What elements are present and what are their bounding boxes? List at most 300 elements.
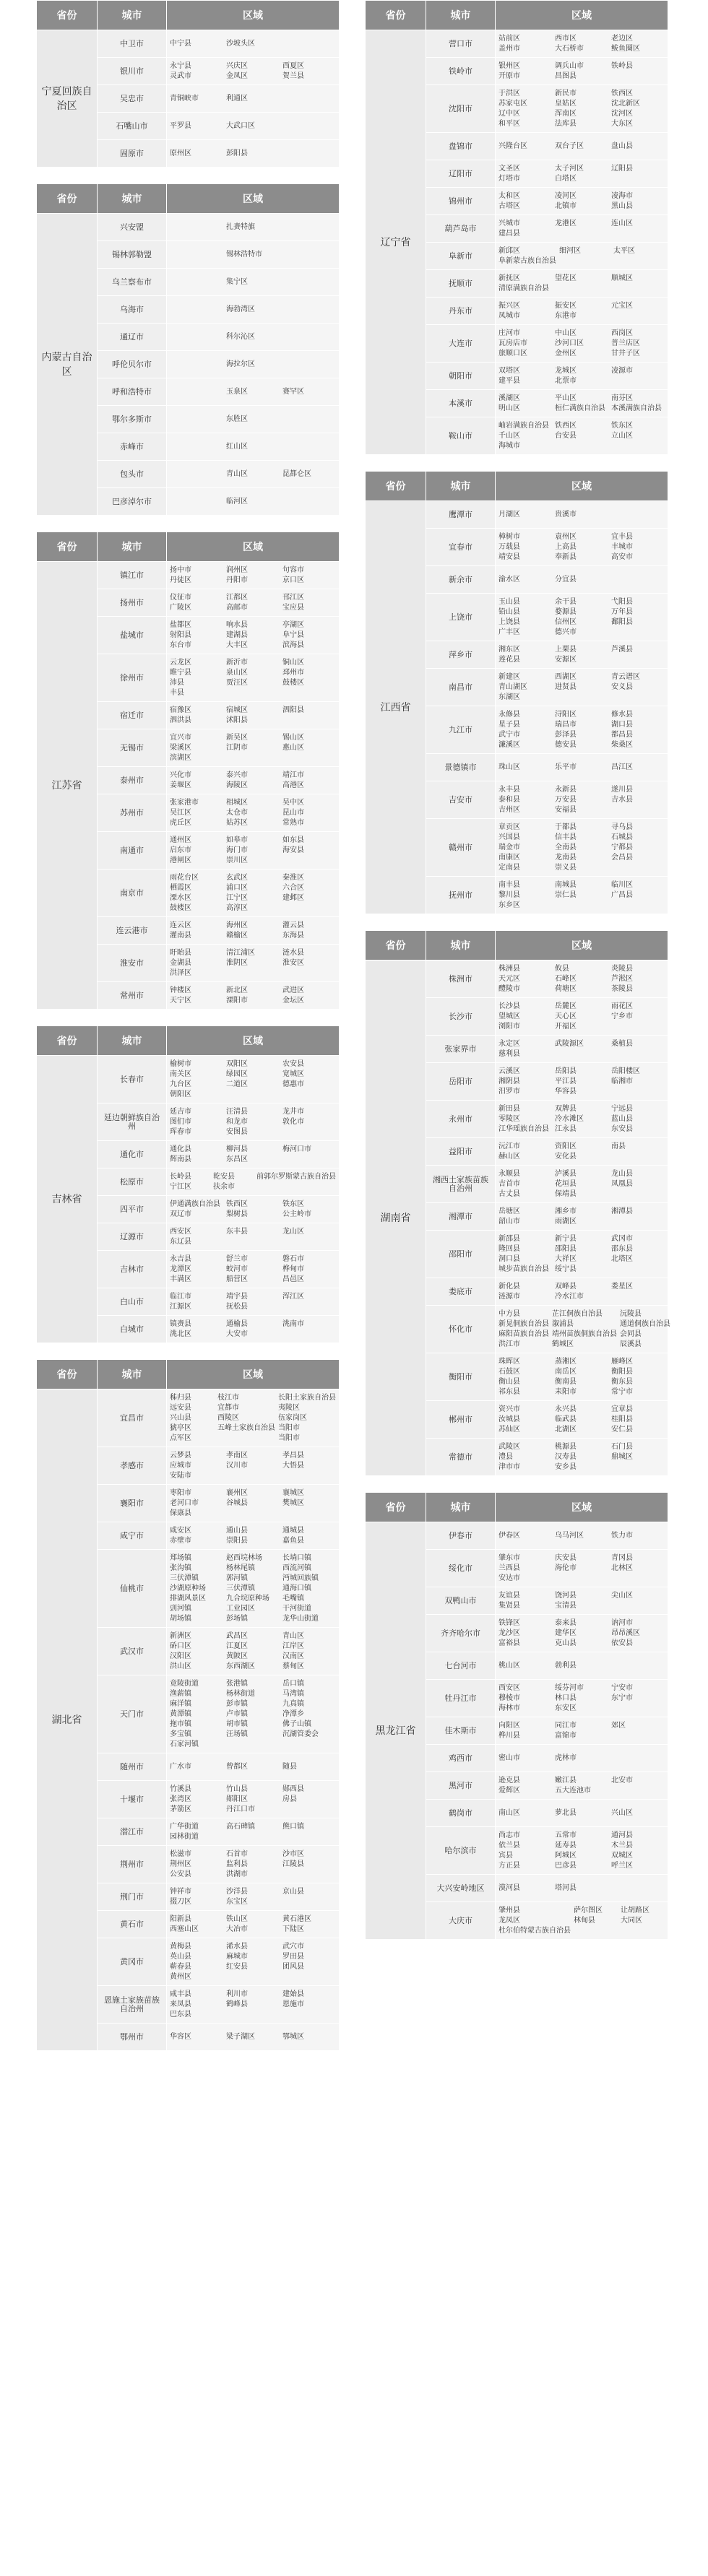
district-name: 甘井子区 <box>611 349 640 357</box>
header-row <box>366 931 668 960</box>
district-name: 定南县 <box>498 863 520 872</box>
district-name: 广水市 <box>170 1762 191 1771</box>
district-cell <box>496 363 668 390</box>
district-name <box>170 223 223 232</box>
district-name: 龙凤区 <box>498 1916 520 1925</box>
district-name: 阜宁县 <box>282 630 304 639</box>
province-name: 江苏省 <box>37 562 98 1010</box>
district-name: 黄石港区 <box>282 1914 311 1923</box>
district-name: 杜尔伯特蒙古族自治县 <box>498 1926 571 1935</box>
district-list <box>498 1040 665 1059</box>
city-name: 鹤岗市 <box>426 1800 496 1827</box>
district-name: 资兴市 <box>498 1405 520 1413</box>
district-name: 当阳市 <box>278 1434 300 1442</box>
district-name: 黎川县 <box>498 890 520 899</box>
district-name: 鼓楼区 <box>282 678 304 687</box>
table-row <box>37 1056 340 1103</box>
district-list <box>498 1207 665 1226</box>
district-list <box>170 388 336 396</box>
district-name: 鼎城区 <box>611 1452 633 1461</box>
district-name: 来凤县 <box>170 2000 191 2008</box>
city-name: 恩施土家族苗族自治州 <box>98 1986 167 2024</box>
district-name: 铁岭县 <box>611 61 633 70</box>
district-name: 灌南县 <box>170 931 191 940</box>
district-name: 东台市 <box>170 641 191 649</box>
district-name: 岳麓区 <box>555 1002 577 1010</box>
district-list <box>498 598 665 637</box>
district-cell <box>167 1288 340 1316</box>
district-cell <box>496 243 668 270</box>
district-list <box>498 247 665 266</box>
district-list <box>170 734 336 763</box>
district-list <box>498 165 665 183</box>
district-name: 樟树市 <box>498 532 520 541</box>
district-name: 蛟河市 <box>226 1265 248 1273</box>
district-list <box>170 1200 336 1219</box>
district-name: 皇姑区 <box>555 99 577 108</box>
district-name: 襄州区 <box>226 1488 248 1497</box>
district-name: 南康区 <box>498 853 520 862</box>
district-list <box>170 1785 336 1814</box>
district-name: 石门县 <box>611 1442 633 1451</box>
district-name: 芦淞区 <box>611 974 633 983</box>
district-name: 肇州县 <box>498 1906 520 1914</box>
district-name: 保康县 <box>170 1509 191 1517</box>
district-list <box>170 360 336 369</box>
district-name: 睢宁县 <box>170 668 191 677</box>
district-name: 清原满族自治县 <box>498 284 549 292</box>
district-name: 北镇市 <box>555 201 577 210</box>
district-cell <box>496 1800 668 1827</box>
district-name: 溧阳市 <box>226 996 248 1005</box>
district-name: 澧县 <box>498 1452 513 1461</box>
district-cell <box>496 1278 668 1306</box>
province-header: 省份 <box>37 1360 98 1389</box>
district-name: 尖山区 <box>611 1591 633 1600</box>
district-name: 洪湖市 <box>226 1870 248 1878</box>
city-name: 本溪市 <box>426 390 496 417</box>
district-name <box>170 470 223 479</box>
city-name: 赣州市 <box>426 819 496 877</box>
district-list <box>170 1145 336 1164</box>
district-name: 太子河区 <box>555 164 584 173</box>
city-name: 黑河市 <box>426 1772 496 1800</box>
district-name: 扶余市 <box>213 1182 235 1191</box>
district-name: 桦甸市 <box>282 1265 304 1273</box>
district-list <box>498 422 665 451</box>
city-name: 乌海市 <box>98 296 167 324</box>
district-list <box>498 576 665 584</box>
header-row <box>37 1026 340 1056</box>
city-name: 抚顺市 <box>426 270 496 298</box>
district-name: 桦川县 <box>498 1731 520 1740</box>
district-name: 高安市 <box>611 552 633 561</box>
district-name: 云溪区 <box>498 1067 520 1075</box>
district-list <box>170 1990 336 2019</box>
district-name: 章贡区 <box>498 823 520 831</box>
district-name: 永兴县 <box>555 1405 577 1413</box>
district-name: 盘山县 <box>611 142 633 150</box>
district-cell <box>496 1772 668 1800</box>
district-name: 全南县 <box>555 843 577 851</box>
district-name: 南岳区 <box>555 1367 577 1376</box>
district-name: 靖江市 <box>282 771 304 779</box>
district-cell <box>167 617 340 654</box>
district-name: 洞口县 <box>498 1254 520 1263</box>
district-list <box>498 62 665 81</box>
district-header: 区域 <box>496 1493 668 1522</box>
district-name: 建华区 <box>555 1629 577 1637</box>
district-name: 北塔区 <box>611 1254 633 1263</box>
city-name: 辽源市 <box>98 1223 167 1251</box>
province-header: 省份 <box>366 472 426 501</box>
district-cell <box>167 1986 340 2024</box>
city-name: 大连市 <box>426 325 496 363</box>
district-list <box>498 965 665 994</box>
district-cell <box>167 30 340 58</box>
district-name: 长阳土家族自治县 <box>278 1393 336 1402</box>
district-cell <box>167 1846 340 1883</box>
district-name: 赛罕区 <box>282 387 304 396</box>
district-name: 靖安县 <box>498 552 520 561</box>
city-name: 包头市 <box>98 461 167 488</box>
district-name: 监利县 <box>226 1860 248 1868</box>
city-name: 锦州市 <box>426 188 496 215</box>
district-name: 麻阳苗族自治县 <box>498 1330 549 1338</box>
table-row <box>37 214 340 241</box>
city-name: 衡阳市 <box>426 1353 496 1401</box>
district-cell <box>496 1353 668 1401</box>
district-name: 蓝山县 <box>611 1114 633 1123</box>
district-list <box>170 1228 336 1246</box>
district-cell <box>167 832 340 869</box>
district-name: 雨湖区 <box>555 1217 577 1226</box>
city-header: 城市 <box>426 931 496 960</box>
city-header: 城市 <box>98 184 167 214</box>
district-name: 赫山区 <box>498 1152 520 1161</box>
district-list <box>170 149 336 158</box>
district-name: 通山县 <box>226 1526 248 1535</box>
district-name: 花垣县 <box>555 1179 577 1188</box>
district-name: 丰满区 <box>170 1275 191 1283</box>
district-cell <box>167 241 340 269</box>
district-list <box>498 646 665 664</box>
district-name: 信州区 <box>555 617 577 626</box>
district-name: 黑山县 <box>611 201 633 210</box>
district-name: 泰来县 <box>555 1618 577 1627</box>
district-name: 宁乡市 <box>611 1012 633 1020</box>
district-name: 鄱阳县 <box>611 617 633 626</box>
district-name: 玉山县 <box>498 597 520 606</box>
district-name: 干河街道 <box>282 1604 311 1613</box>
district-name: 京山县 <box>282 1887 304 1896</box>
district-name: 东港市 <box>555 311 577 320</box>
district-list <box>498 142 665 151</box>
district-name: 南县 <box>611 1142 626 1150</box>
city-name: 南通市 <box>98 832 167 869</box>
city-header: 城市 <box>98 1 167 30</box>
district-cell <box>167 767 340 794</box>
district-name <box>170 498 223 506</box>
district-name: 沙湖原种场 <box>170 1584 206 1592</box>
district-name: 文圣区 <box>498 164 520 173</box>
city-name: 盘锦市 <box>426 133 496 160</box>
province-header: 省份 <box>37 1 98 30</box>
district-list <box>498 1235 665 1274</box>
district-header: 区域 <box>496 472 668 501</box>
district-name: 吉首市 <box>498 1179 520 1188</box>
district-list <box>498 1754 665 1763</box>
district-name: 星子县 <box>498 720 520 729</box>
district-name: 炎陵县 <box>611 964 633 973</box>
city-name: 南昌市 <box>426 669 496 706</box>
district-cell <box>167 702 340 729</box>
district-name: 贺兰县 <box>282 71 304 80</box>
district-cell <box>167 562 340 589</box>
district-name: 庄河市 <box>498 329 520 337</box>
district-name: 站前区 <box>498 34 520 43</box>
district-cell <box>496 1522 668 1550</box>
district-cell <box>167 1316 340 1343</box>
district-cell <box>167 378 340 406</box>
district-name: 兴化市 <box>170 771 191 779</box>
district-name: 月湖区 <box>498 510 520 519</box>
district-list <box>170 251 336 259</box>
district-list <box>498 1777 665 1795</box>
district-header: 区域 <box>167 1026 340 1056</box>
district-list <box>170 1888 336 1907</box>
province-header: 省份 <box>366 1493 426 1522</box>
district-name: 南城县 <box>555 880 577 889</box>
district-name: 武陵源区 <box>555 1039 584 1048</box>
district-name: 洮北区 <box>170 1330 191 1338</box>
district-name: 毛嘴镇 <box>282 1594 304 1603</box>
district-cell <box>167 2024 340 2051</box>
district-cell <box>496 1615 668 1652</box>
district-name: 黄陂区 <box>226 1652 248 1660</box>
city-name: 白山市 <box>98 1288 167 1316</box>
district-cell <box>167 140 340 168</box>
district-name: 黄州区 <box>170 1972 191 1981</box>
district-cell <box>496 669 668 706</box>
district-name: 虎林市 <box>555 1753 577 1762</box>
district-name: 荆州区 <box>170 1860 191 1868</box>
region-table <box>365 0 668 455</box>
district-name: 临江市 <box>170 1292 191 1301</box>
city-name: 黄冈市 <box>98 1938 167 1986</box>
city-name: 宿迁市 <box>98 702 167 729</box>
district-name: 友谊县 <box>498 1591 520 1600</box>
district-name: 沛县 <box>170 678 184 687</box>
district-cell <box>167 488 340 516</box>
district-name: 农安县 <box>282 1059 304 1068</box>
city-name: 齐齐哈尔市 <box>426 1615 496 1652</box>
district-name: 通海口镇 <box>282 1584 311 1592</box>
district-name: 袁州区 <box>555 532 577 541</box>
province-header: 省份 <box>37 1026 98 1056</box>
district-list <box>498 302 665 321</box>
district-cell <box>167 654 340 702</box>
district-header: 区域 <box>496 1 668 30</box>
district-name: 沔城回族镇 <box>282 1574 319 1582</box>
district-name: 如皋市 <box>226 836 248 844</box>
district-cell <box>496 1875 668 1902</box>
district-name: 鲅鱼圈区 <box>611 44 640 53</box>
district-name: 西岗区 <box>611 329 633 337</box>
district-list <box>498 763 665 772</box>
district-name: 穆棱市 <box>498 1694 520 1702</box>
district-name: 远安县 <box>170 1403 191 1412</box>
city-name: 吉安市 <box>426 781 496 819</box>
district-cell <box>496 133 668 160</box>
district-name: 元宝区 <box>611 301 633 310</box>
district-name: 海林市 <box>498 1704 520 1712</box>
district-name: 巴东县 <box>170 2010 191 2018</box>
district-name: 兴庆区 <box>226 61 248 70</box>
region-table <box>365 1492 668 1940</box>
district-name: 昌江区 <box>611 763 633 771</box>
district-name: 绥芬河市 <box>555 1683 584 1692</box>
district-name: 宝应县 <box>282 603 304 612</box>
district-name: 海陵区 <box>226 781 248 789</box>
district-name: 遂川县 <box>611 785 633 794</box>
district-cell <box>167 1938 340 1986</box>
district-name: 台安县 <box>555 431 577 440</box>
district-cell <box>496 1587 668 1615</box>
district-name: 株洲县 <box>498 964 520 973</box>
district-name: 兴山区 <box>611 1808 633 1817</box>
district-name: 江岸区 <box>282 1642 304 1650</box>
region-table <box>36 0 340 168</box>
city-name: 兴安盟 <box>98 214 167 241</box>
city-name: 岳阳市 <box>426 1063 496 1101</box>
city-name: 永州市 <box>426 1101 496 1138</box>
district-name: 茶陵县 <box>611 984 633 993</box>
district-name: 枣阳市 <box>170 1488 191 1497</box>
district-name: 龙港区 <box>555 219 577 227</box>
district-name: 武穴市 <box>282 1942 304 1951</box>
region-table <box>36 1025 340 1343</box>
district-name: 安义县 <box>611 682 633 691</box>
district-name: 永定区 <box>498 1039 520 1048</box>
district-name: 咸丰县 <box>170 1990 191 1998</box>
district-name: 通州区 <box>170 836 191 844</box>
district-name: 保靖县 <box>555 1189 577 1198</box>
district-list <box>498 192 665 211</box>
district-name: 剅河镇 <box>170 1604 191 1613</box>
district-list <box>498 220 665 238</box>
district-name: 临武县 <box>555 1415 577 1423</box>
district-name: 青冈县 <box>611 1553 633 1562</box>
district-name: 龙潭区 <box>170 1265 191 1273</box>
district-cell <box>167 729 340 767</box>
district-name: 大石桥市 <box>555 44 584 53</box>
district-name: 宜都市 <box>217 1403 239 1412</box>
district-name: 老边区 <box>611 34 633 43</box>
district-name: 惠山区 <box>282 743 304 752</box>
district-name: 双城区 <box>611 1851 633 1860</box>
district-name: 旅顺口区 <box>498 349 527 357</box>
district-name: 房县 <box>282 1795 297 1803</box>
district-name: 前郭尔罗斯蒙古族自治县 <box>256 1172 336 1181</box>
district-name: 曾都区 <box>226 1762 248 1771</box>
district-name: 汪场镇 <box>226 1730 248 1738</box>
city-name: 黄石市 <box>98 1911 167 1938</box>
district-list <box>498 1283 665 1301</box>
district-name: 华容区 <box>170 2032 191 2041</box>
district-list <box>170 771 336 790</box>
district-list <box>170 836 336 865</box>
district-name: 新吴区 <box>226 733 248 742</box>
district-name: 相城区 <box>226 798 248 807</box>
district-name: 广陵区 <box>170 603 191 612</box>
district-name <box>170 415 223 424</box>
district-name: 本溪满族自治县 <box>611 404 662 412</box>
district-name: 濂溪区 <box>498 740 520 749</box>
district-name: 通河县 <box>611 1831 633 1839</box>
province-name: 辽宁省 <box>366 30 426 455</box>
district-name: 大悟县 <box>282 1461 304 1470</box>
district-name: 邵阳县 <box>555 1244 577 1253</box>
district-name: 拖市镇 <box>170 1719 191 1728</box>
district-name: 德安县 <box>555 740 577 749</box>
city-name: 吴忠市 <box>98 85 167 113</box>
city-name: 邵阳市 <box>426 1231 496 1278</box>
district-cell <box>167 433 340 461</box>
district-name: 郊区 <box>611 1721 626 1730</box>
district-name: 金州区 <box>555 349 577 357</box>
district-name: 永修县 <box>498 710 520 719</box>
district-name: 细河区 <box>559 246 581 255</box>
city-name: 宜春市 <box>426 529 496 566</box>
district-name: 青山湖区 <box>498 682 527 691</box>
district-name: 望花区 <box>555 274 577 282</box>
district-name: 湘乡市 <box>555 1207 577 1215</box>
district-name: 新抚区 <box>498 274 520 282</box>
district-cell <box>167 945 340 982</box>
district-cell <box>167 1389 340 1447</box>
district-name: 铁锋区 <box>498 1618 520 1627</box>
district-name: 郑场镇 <box>170 1553 191 1562</box>
district-name: 鄂城区 <box>282 2032 304 2041</box>
district-name: 扎赉特旗 <box>226 222 255 231</box>
district-name: 东辽县 <box>170 1237 191 1246</box>
district-name: 青山区 <box>226 469 248 478</box>
district-list <box>170 1823 336 1842</box>
district-name: 麻洋镇 <box>170 1699 191 1708</box>
table-row <box>366 1522 668 1550</box>
district-name: 杨林街道 <box>226 1689 255 1698</box>
district-name: 恩施市 <box>282 2000 304 2008</box>
district-name: 婺源县 <box>555 607 577 616</box>
district-cell <box>496 998 668 1036</box>
city-name: 佳木斯市 <box>426 1717 496 1745</box>
district-header: 区域 <box>167 1 340 30</box>
district-list <box>170 986 336 1005</box>
district-name: 新邱区 <box>498 246 520 255</box>
district-name: 耒阳市 <box>555 1387 577 1396</box>
district-name: 鼓楼区 <box>170 903 191 912</box>
district-name: 城步苗族自治县 <box>498 1265 549 1273</box>
district-list <box>498 394 665 413</box>
district-name: 兰西县 <box>498 1564 520 1572</box>
district-name: 北林区 <box>611 1564 633 1572</box>
district-name: 南芬区 <box>611 394 633 402</box>
district-name: 盱眙县 <box>170 948 191 957</box>
city-name: 盐城市 <box>98 617 167 654</box>
district-name: 姑苏区 <box>226 818 248 827</box>
district-name: 九合垸原种场 <box>226 1594 269 1603</box>
